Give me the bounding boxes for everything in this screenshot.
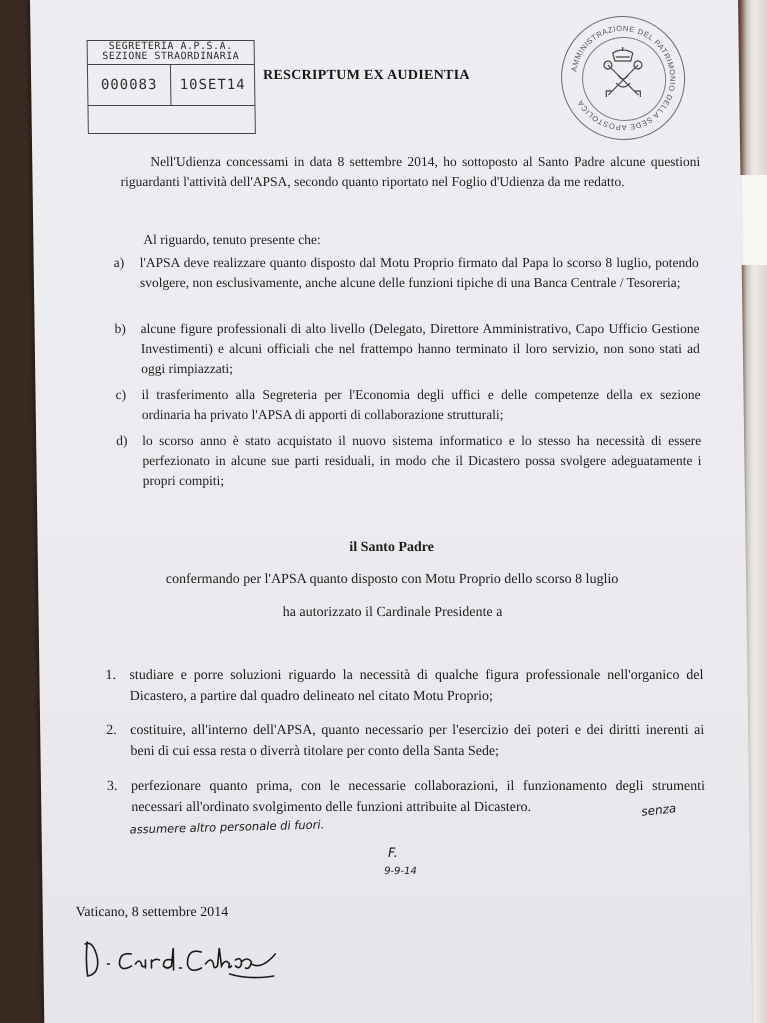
stamp-protocol-number: 000083 (88, 65, 172, 105)
action-item (107, 776, 706, 818)
handwritten-initial: F. (387, 846, 398, 861)
apsa-seal (560, 16, 686, 140)
action-marker: 3. (106, 779, 118, 794)
list-text: il trasferimento alla Segreteria per l'Economia degli uffici e delle competenze della ex sezione ordinaria ha privato l'APSA di apporti di collaborazione strutturali; (141, 387, 701, 422)
action-marker: 1. (105, 668, 117, 683)
list-text: l'APSA deve realizzare quanto disposto dal Motu Proprio firmato dal Papa lo scorso 8 luglio, potendo svolgere, non esclusivamente, anche alcune delle funzioni tipiche di una Banca Centrale / Tesoreria; (139, 255, 699, 290)
papal-keys-emblem-icon (598, 47, 649, 103)
signature (79, 930, 290, 990)
handwritten-initial-date: 9-9-14 (384, 866, 417, 877)
list-marker: a) (113, 255, 125, 270)
list-text: lo scorso anno è stato acquistato il nuovo sistema informatico e lo stesso ha necessità di essere perfezionato in alcune sue parti residuali, in modo che il Dicastero possa svolgere adeguatamente i propri compiti; (142, 433, 702, 488)
handwritten-note: assumere altro personale di fuori. (129, 817, 325, 837)
lead-sentence: Al riguardo, tenuto presente che: (143, 232, 321, 247)
seal-caption: AMMINISTRAZIONE DEL PATRIMONIO DELLA SEDE APOSTOLICA (569, 23, 678, 133)
action-item (106, 720, 705, 762)
confirming-line: confermando per l'APSA quanto disposto con Motu Proprio dello scorso 8 luglio (165, 572, 619, 587)
document-title: RESCRIPTUM EX AUDIENTIA (262, 68, 470, 83)
document-page (30, 0, 752, 1023)
action-text: studiare e porre soluzioni riguardo la necessità di qualche figura professionale nell'organico del Dicastero, a partire dal quadro delineato nel citato Motu Proprio; (129, 668, 704, 704)
intro-paragraph: Nell'Udienza concessami in data 8 settembre 2014, ho sottoposto al Santo Padre alcune questioni riguardanti l'attività dell'APSA, secondo quanto riportato nel Foglio d'Udienza da me redatto. (120, 154, 701, 189)
action-text: costituire, all'interno dell'APSA, quanto necessario per l'esercizio dei poteri e dei diritti inerenti ai beni di cui essa resta o diverrà titolare per conto della Santa Sede; (130, 723, 705, 759)
handwritten-note-end: senza (640, 801, 677, 819)
stamp-date: 10SET14 (179, 77, 246, 93)
stamp-office: SEGRETERIA A.P.S.A. (108, 41, 233, 52)
action-item (105, 665, 704, 707)
stamp-section: SEZIONE STRAORDINARIA (102, 51, 240, 62)
list-item (115, 385, 701, 425)
list-item (116, 431, 702, 491)
action-marker: 2. (106, 723, 117, 738)
stamp-header (88, 41, 254, 65)
protocol-stamp (87, 40, 256, 134)
list-marker: d) (116, 433, 128, 448)
list-item (114, 319, 700, 379)
stamp-fields (88, 65, 255, 106)
place-and-date: Vaticano, 8 settembre 2014 (75, 905, 229, 920)
list-marker: c) (115, 387, 127, 402)
list-item (114, 253, 700, 293)
subject-line: il Santo Padre (349, 540, 435, 555)
list-text: alcune figure professionali di alto livello (Delegato, Direttore Amministrativo, Capo Ufficio Gestione Investimenti) e alcuni officiali che nel frattempo hanno terminato il loro servizio, non sono stati ad oggi rimpiazzati; (140, 321, 700, 376)
list-marker: b) (114, 321, 126, 336)
authorized-line: ha autorizzato il Cardinale Presidente a (282, 605, 503, 620)
action-text: perfezionare quanto prima, con le necessarie collaborazioni, il funzionamento degli strumenti necessari all'ordinato svolgimento delle funzioni attribuite al Dicastero. (130, 779, 706, 815)
